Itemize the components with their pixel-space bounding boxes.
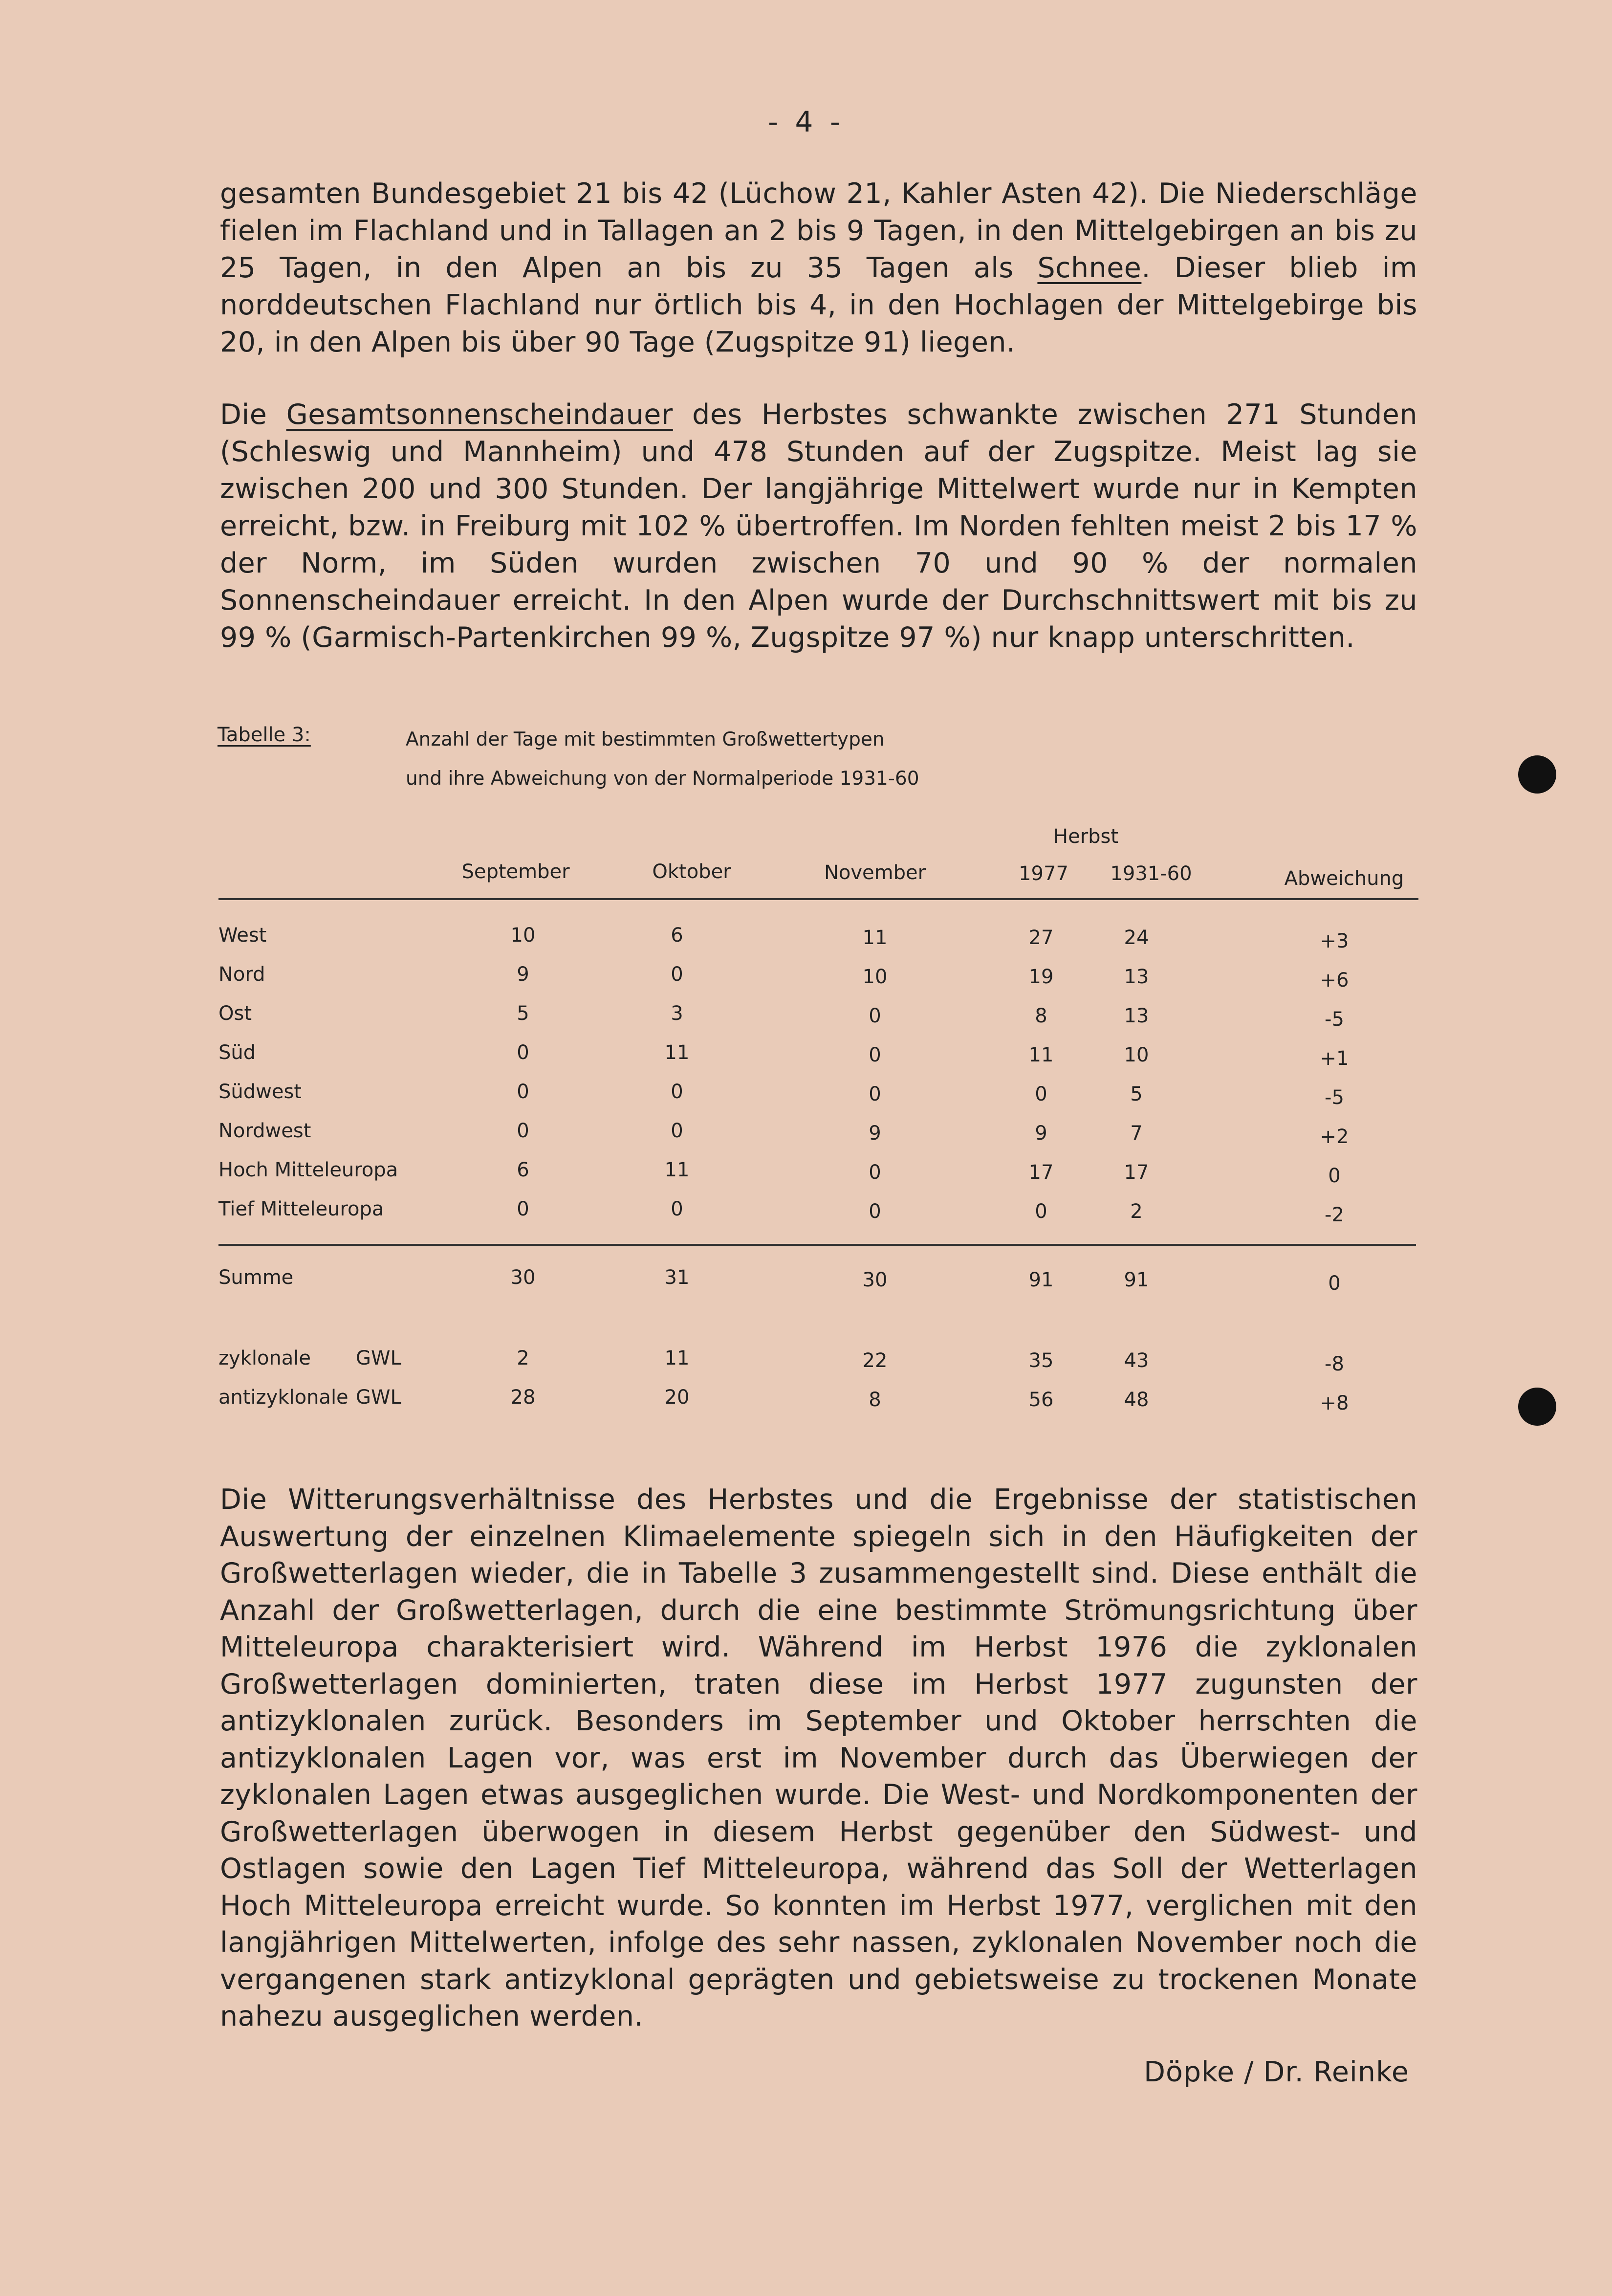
table-row-cell: 5 xyxy=(1130,1083,1143,1105)
table-row-label: West xyxy=(218,924,267,947)
table-row-cell: 0 xyxy=(869,1005,881,1027)
table-row-cell: 11 xyxy=(1028,1044,1054,1066)
table-row-cell: 19 xyxy=(1028,966,1054,988)
table-row-cell: 9 xyxy=(869,1122,881,1145)
table-row-cell: 11 xyxy=(664,1159,690,1181)
gwl-row-label: antizyklonale xyxy=(218,1386,349,1409)
binder-hole xyxy=(1518,755,1556,794)
underlined-term-schnee: Schnee xyxy=(1037,252,1142,284)
gwl-row-cell: -8 xyxy=(1325,1353,1344,1375)
table-caption-line1: Anzahl der Tage mit bestimmten Großwettertypen xyxy=(406,729,885,751)
gwl-row-cell: +8 xyxy=(1320,1392,1349,1414)
sum-row-cell: 30 xyxy=(510,1266,536,1289)
page-number: - 4 - xyxy=(768,105,844,138)
table-row-cell: 0 xyxy=(1035,1200,1047,1223)
paragraph-sunshine: Die Gesamtsonnenscheindauer des Herbstes schwankte zwischen 271 Stunden (Schleswig und Mannheim) und 478 Stunden auf der Zugspitze. Meist lag sie zwischen 200 und 300 Stunden. Der langjährige Mittelwert wurde nur in Kempten erreicht, bzw. in Freiburg mit 102 % übertroffen. Im Norden fehlten meist 2 bis 17 % der Norm, im Süden wurden zwischen 70 und 90 % der normalen Sonnenscheindauer erreicht. In den Alpen wurde der Durchschnittswert mit bis zu 99 % (Garmisch-Partenkirchen 99 %, Zugspitze 97 %) nur knapp unterschritten. xyxy=(220,398,1417,654)
column-header-november: November xyxy=(824,861,926,884)
table-header-rule xyxy=(218,898,1418,900)
table-row-label: Südwest xyxy=(218,1081,302,1103)
table-row-label: Ost xyxy=(218,1002,252,1025)
column-header-abweichung: Abweichung xyxy=(1284,867,1404,890)
table-row-cell: 0 xyxy=(671,1120,683,1142)
table-row-cell: +6 xyxy=(1320,969,1349,992)
gwl-row-cell: 28 xyxy=(510,1386,536,1409)
column-header-1977: 1977 xyxy=(1019,862,1068,885)
table-row-cell: 0 xyxy=(517,1041,529,1064)
table-row-cell: 9 xyxy=(1035,1122,1047,1145)
table-row-cell: 10 xyxy=(862,966,888,988)
table-row-cell: 0 xyxy=(869,1044,881,1066)
table-row-cell: 7 xyxy=(1130,1122,1143,1145)
table-row-cell: 24 xyxy=(1124,927,1149,949)
paragraph-snow: gesamten Bundesgebiet 21 bis 42 (Lüchow 21, Kahler Asten 42). Die Niederschläge fielen im Flachland und in Tallagen an 2 bis 9 Tagen, in den Mittelgebirgen an bis zu 25 Tagen, in den Alpen an bis zu 35 Tagen als Schnee. Dieser blieb im norddeutschen Flachland nur örtlich bis 4, in den Hochlagen der Mittelgebirge bis 20, in den Alpen bis über 90 Tage (Zugspitze 91) liegen. xyxy=(220,177,1417,358)
gwl-row-gwl-suffix: GWL xyxy=(356,1347,401,1369)
table-row-cell: 0 xyxy=(671,963,683,986)
table-row-cell: 11 xyxy=(862,927,888,949)
table-row-label: Tief Mitteleuropa xyxy=(218,1198,384,1220)
table-row-label: Nord xyxy=(218,963,265,986)
table-row-cell: 0 xyxy=(671,1081,683,1103)
table-row-cell: 0 xyxy=(517,1198,529,1220)
sum-row-cell: 91 xyxy=(1124,1269,1149,1291)
table-row-cell: 17 xyxy=(1124,1161,1149,1184)
table-row-cell: 13 xyxy=(1124,1005,1149,1027)
gwl-row-cell: 8 xyxy=(869,1389,881,1411)
table-row-cell: +3 xyxy=(1320,930,1349,952)
column-header-september: September xyxy=(461,861,570,883)
gwl-row-cell: 56 xyxy=(1028,1389,1054,1411)
table-row-cell: -5 xyxy=(1325,1086,1344,1109)
table-row-cell: 9 xyxy=(517,963,529,986)
gwl-row-label: zyklonale xyxy=(218,1347,311,1369)
table-row-cell: +1 xyxy=(1320,1047,1349,1070)
table-row-cell: 8 xyxy=(1035,1005,1047,1027)
table-row-cell: 3 xyxy=(671,1002,683,1025)
table-row-cell: 0 xyxy=(869,1083,881,1105)
table-row-cell: 6 xyxy=(517,1159,529,1181)
table-sum-rule xyxy=(218,1244,1416,1246)
table-row-cell: 13 xyxy=(1124,966,1149,988)
table-row-label: Hoch Mitteleuropa xyxy=(218,1159,398,1181)
table-row-cell: 11 xyxy=(664,1041,690,1064)
paragraph-weather-patterns: Die Witterungsverhältnisse des Herbstes und die Ergebnisse der statistischen Auswertung der einzelnen Klimaelemente spiegeln sich in den Häufigkeiten der Großwetterlagen wieder, die in Tabelle 3 zusammengestellt sind. Diese enthält die Anzahl der Großwetterlagen, durch die eine bestimmte Strömungsrichtung über Mitteleuropa charakterisiert wird. Während im Herbst 1976 die zyklonalen Großwetterlagen dominierten, traten diese im Herbst 1977 zugunsten der antizyklonalen zurück. Besonders im September und Oktober herrschten die antizyklonalen Lagen vor, was erst im November durch das Überwiegen der zyklonalen Lagen etwas ausgeglichen wurde. Die West- und Nordkomponenten der Großwetterlagen überwogen in diesem Herbst gegenüber den Südwest- und Ostlagen sowie den Lagen Tief Mitteleuropa, während das Soll der Wetterlagen Hoch Mitteleuropa erreicht wurde. So konnten im Herbst 1977, verglichen mit den langjährigen Mittelwerten, infolge des sehr nassen, zyklonalen November noch die vergangenen stark antizyklonal geprägten und gebietsweise zu trockenen Monate nahezu ausgeglichen werden. xyxy=(220,1483,1417,2032)
signature: Döpke / Dr. Reinke xyxy=(1144,2056,1409,2088)
gwl-row-cell: 43 xyxy=(1124,1349,1149,1372)
gwl-row-cell: 22 xyxy=(862,1349,888,1372)
table-row-label: Nordwest xyxy=(218,1120,311,1142)
table-row-cell: 0 xyxy=(1328,1165,1341,1187)
column-group-herbst: Herbst xyxy=(1053,825,1119,848)
table-row-cell: 6 xyxy=(671,924,683,947)
table-caption-line2: und ihre Abweichung von der Normalperiode 1931-60 xyxy=(406,768,919,790)
table-row-cell: 0 xyxy=(869,1161,881,1184)
gwl-row-cell: 35 xyxy=(1028,1349,1054,1372)
table-row-cell: 0 xyxy=(671,1198,683,1220)
binder-hole xyxy=(1518,1388,1556,1426)
table-label: Tabelle 3: xyxy=(218,724,311,746)
sum-row-cell: 31 xyxy=(664,1266,690,1289)
column-header-1931-60: 1931-60 xyxy=(1110,862,1192,885)
sum-row-cell: 0 xyxy=(1328,1272,1341,1295)
table-row-cell: -2 xyxy=(1325,1204,1344,1226)
table-row-cell: 0 xyxy=(869,1200,881,1223)
table-row-cell: 10 xyxy=(510,924,536,947)
table-row-cell: 0 xyxy=(1035,1083,1047,1105)
gwl-row-cell: 48 xyxy=(1124,1389,1149,1411)
table-row-cell: 2 xyxy=(1130,1200,1143,1223)
table-row-cell: 5 xyxy=(517,1002,529,1025)
gwl-row-cell: 2 xyxy=(517,1347,529,1369)
column-header-oktober: Oktober xyxy=(652,861,731,883)
table-row-cell: +2 xyxy=(1320,1126,1349,1148)
gwl-row-cell: 11 xyxy=(664,1347,690,1369)
table-row-cell: 0 xyxy=(517,1120,529,1142)
table-row-cell: 10 xyxy=(1124,1044,1149,1066)
sum-row-cell: 30 xyxy=(862,1269,888,1291)
table-row-cell: 0 xyxy=(517,1081,529,1103)
sum-row-cell: 91 xyxy=(1028,1269,1054,1291)
table-row-label: Süd xyxy=(218,1041,256,1064)
table-row-cell: 17 xyxy=(1028,1161,1054,1184)
table-row-cell: 27 xyxy=(1028,927,1054,949)
sum-row-label: Summe xyxy=(218,1266,294,1289)
gwl-row-gwl-suffix: GWL xyxy=(356,1386,401,1409)
underlined-term-sonnenschein: Gesamtsonnenscheindauer xyxy=(286,398,673,431)
gwl-row-cell: 20 xyxy=(664,1386,690,1409)
table-row-cell: -5 xyxy=(1325,1008,1344,1031)
